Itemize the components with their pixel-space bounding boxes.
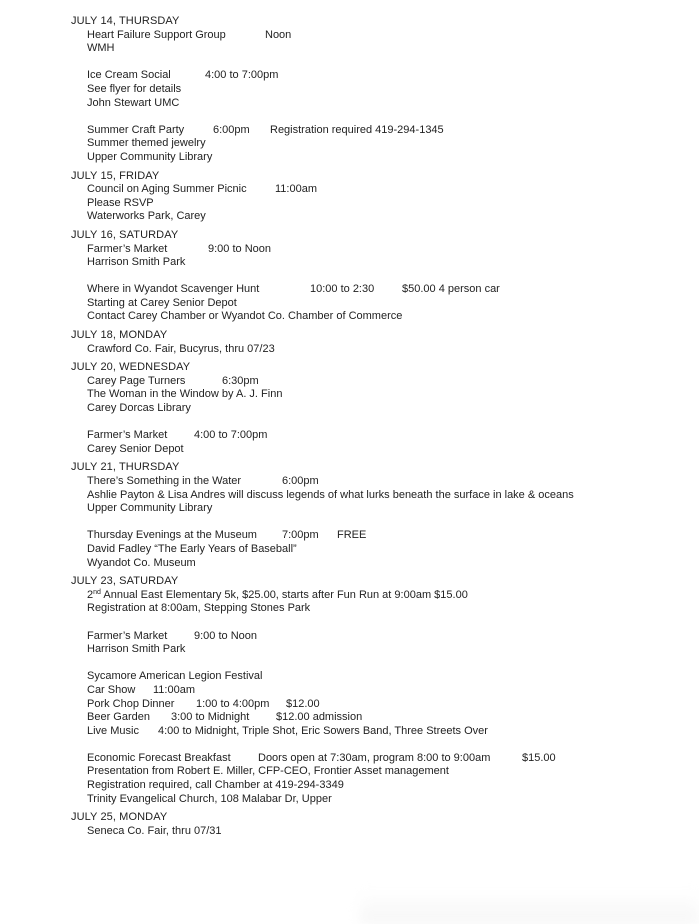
event-detail-line [87, 388, 671, 402]
event-title-line [87, 375, 671, 389]
event-text: Harrison Smith Park [87, 256, 186, 269]
event-text: Annual East Elementary 5k, $25.00, starts after Fun Run at 9:00am $15.00 [100, 588, 468, 601]
day-section [71, 170, 671, 224]
event-text: Carey Page Turners [87, 374, 186, 387]
event-entry [71, 589, 671, 616]
event-text: Pork Chop Dinner [87, 697, 175, 710]
day-section [71, 361, 671, 456]
event-text: Beer Garden [87, 711, 150, 724]
page-curl-shadow [360, 890, 699, 924]
day-header: JULY 18, MONDAY [71, 329, 168, 342]
event-text: Contact Carey Chamber or Wyandot Co. Chamber of Commerce [87, 310, 403, 323]
event-text: WMH [87, 42, 115, 55]
event-detail-line [87, 83, 671, 97]
event-entry [71, 343, 671, 357]
event-detail-line [87, 684, 671, 698]
day-section [71, 575, 671, 806]
event-detail-line [87, 310, 671, 324]
event-text: John Stewart UMC [87, 96, 180, 109]
event-text: Thursday Evenings at the Museum [87, 529, 257, 542]
event-title-line [87, 825, 671, 839]
event-detail-line [87, 543, 671, 557]
event-time: 7:00pm [282, 529, 319, 542]
event-title-line [87, 183, 671, 197]
event-time: 3:00 to Midnight [171, 711, 250, 724]
event-time: 4:00 to 7:00pm [205, 69, 279, 82]
event-title-line [87, 752, 671, 766]
day-header: JULY 15, FRIDAY [71, 169, 160, 182]
event-calendar-page [71, 15, 671, 843]
event-detail-line [87, 711, 671, 725]
event-text: Starting at Carey Senior Depot [87, 296, 237, 309]
event-text: Presentation from Robert E. Miller, CFP-CEO, Frontier Asset management [87, 765, 449, 778]
day-section [71, 329, 671, 356]
event-text: See flyer for details [87, 82, 182, 95]
event-text: Farmer’s Market [87, 429, 168, 442]
day-header: JULY 20, WEDNESDAY [71, 361, 191, 374]
event-text: Council on Aging Summer Picnic [87, 183, 247, 196]
event-time: 4:00 to 7:00pm [194, 429, 268, 442]
event-entry [71, 670, 671, 738]
event-entry [71, 630, 671, 657]
day-header: JULY 25, MONDAY [71, 811, 168, 824]
event-text: Farmer’s Market [87, 629, 168, 642]
event-text: Heart Failure Support Group [87, 28, 226, 41]
event-title-line [87, 29, 671, 43]
event-entry [71, 243, 671, 270]
event-text: Upper Community Library [87, 150, 213, 163]
event-detail-line [87, 557, 671, 571]
day-header: JULY 14, THURSDAY [71, 15, 180, 27]
event-text: Carey Senior Depot [87, 442, 184, 455]
event-detail-line [87, 197, 671, 211]
event-detail-line [87, 725, 671, 739]
event-text: Wyandot Co. Museum [87, 556, 196, 569]
event-detail-line [87, 643, 671, 657]
event-time: 1:00 to 4:00pm [196, 697, 270, 710]
event-detail-line [87, 489, 671, 503]
event-text: Car Show [87, 683, 136, 696]
event-text: Upper Community Library [87, 502, 213, 515]
event-text: Sycamore American Legion Festival [87, 670, 263, 683]
event-time: 9:00 to Noon [194, 629, 257, 642]
event-time: 6:30pm [222, 374, 259, 387]
event-text: Crawford Co. Fair, Bucyrus, thru 07/23 [87, 342, 275, 355]
day-section [71, 461, 671, 570]
event-text: Registration required, call Chamber at 419-294-3349 [87, 779, 344, 792]
event-text: Where in Wyandot Scavenger Hunt [87, 283, 260, 296]
event-entry [71, 283, 671, 324]
event-title-line [87, 670, 671, 684]
event-title-line [87, 630, 671, 644]
event-text: Ice Cream Social [87, 69, 171, 82]
event-text: The Woman in the Window by A. J. Finn [87, 388, 283, 401]
ordinal-suffix: nd [93, 588, 101, 596]
event-detail-line [87, 42, 671, 56]
event-extra: Registration required 419-294-1345 [270, 123, 444, 136]
event-text: Ashlie Payton & Lisa Andres will discuss legends of what lurks beneath the surface in lake & oceans [87, 488, 574, 501]
day-header: JULY 23, SATURDAY [71, 575, 179, 588]
event-time: 10:00 to 2:30 [310, 283, 375, 296]
ordinal-number: 2 [87, 588, 94, 601]
event-entry [71, 429, 671, 456]
event-time: 11:00am [153, 683, 195, 696]
event-detail-line [87, 443, 671, 457]
event-extra: $50.00 4 person car [402, 283, 500, 296]
event-time: 4:00 to Midnight, Triple Shot, Eric Sowers Band, Three Streets Over [158, 724, 488, 737]
event-title-line [87, 243, 671, 257]
event-text: Seneca Co. Fair, thru 07/31 [87, 824, 222, 837]
day-header: JULY 16, SATURDAY [71, 228, 179, 241]
event-detail-line [87, 297, 671, 311]
event-extra: $12.00 admission [276, 711, 363, 724]
event-entry [71, 475, 671, 516]
event-entry [71, 752, 671, 806]
event-detail-line [87, 765, 671, 779]
event-title-line [87, 589, 671, 603]
event-text: Carey Dorcas Library [87, 402, 191, 415]
event-title-line [87, 124, 671, 138]
event-title-line [87, 343, 671, 357]
event-extra: $15.00 [522, 751, 556, 764]
event-text: Summer themed jewelry [87, 137, 206, 150]
event-extra: $12.00 [286, 697, 320, 710]
event-entry [71, 529, 671, 570]
event-detail-line [87, 602, 671, 616]
event-text: David Fadley “The Early Years of Baseball” [87, 542, 297, 555]
event-title-line [87, 69, 671, 83]
day-header: JULY 21, THURSDAY [71, 461, 180, 474]
event-time: Noon [265, 28, 292, 41]
day-section [71, 229, 671, 324]
event-time: 6:00pm [282, 475, 319, 487]
event-detail-line [87, 793, 671, 807]
day-section [71, 811, 671, 838]
event-entry [71, 183, 671, 224]
event-time: 6:00pm [213, 123, 250, 136]
event-title-line [87, 475, 671, 489]
event-detail-line [87, 502, 671, 516]
event-detail-line [87, 402, 671, 416]
event-text: Farmer’s Market [87, 242, 168, 255]
day-section [71, 15, 671, 165]
event-detail-line [87, 210, 671, 224]
event-detail-line [87, 256, 671, 270]
event-time: 9:00 to Noon [208, 242, 271, 255]
event-detail-line [87, 151, 671, 165]
event-extra: FREE [337, 529, 367, 542]
event-time: Doors open at 7:30am, program 8:00 to 9:00am [258, 751, 491, 764]
event-title-line [87, 283, 671, 297]
event-text: Registration at 8:00am, Stepping Stones Park [87, 602, 311, 615]
event-detail-line [87, 97, 671, 111]
event-time: 11:00am [275, 183, 317, 196]
event-text: Live Music [87, 724, 139, 737]
event-text: Summer Craft Party [87, 123, 185, 136]
event-entry [71, 69, 671, 110]
event-text: There’s Something in the Water [87, 475, 242, 487]
event-text: Trinity Evangelical Church, 108 Malabar Dr, Upper [87, 792, 332, 805]
event-entry [71, 124, 671, 165]
event-text: Economic Forecast Breakfast [87, 751, 231, 764]
event-title-line [87, 429, 671, 443]
event-entry [71, 825, 671, 839]
event-entry [71, 375, 671, 416]
event-title-line [87, 529, 671, 543]
event-entry [71, 29, 671, 56]
event-text: Harrison Smith Park [87, 643, 186, 656]
event-text: Please RSVP [87, 196, 154, 209]
event-text: Waterworks Park, Carey [87, 210, 206, 223]
event-detail-line [87, 137, 671, 151]
event-detail-line [87, 779, 671, 793]
event-detail-line [87, 698, 671, 712]
